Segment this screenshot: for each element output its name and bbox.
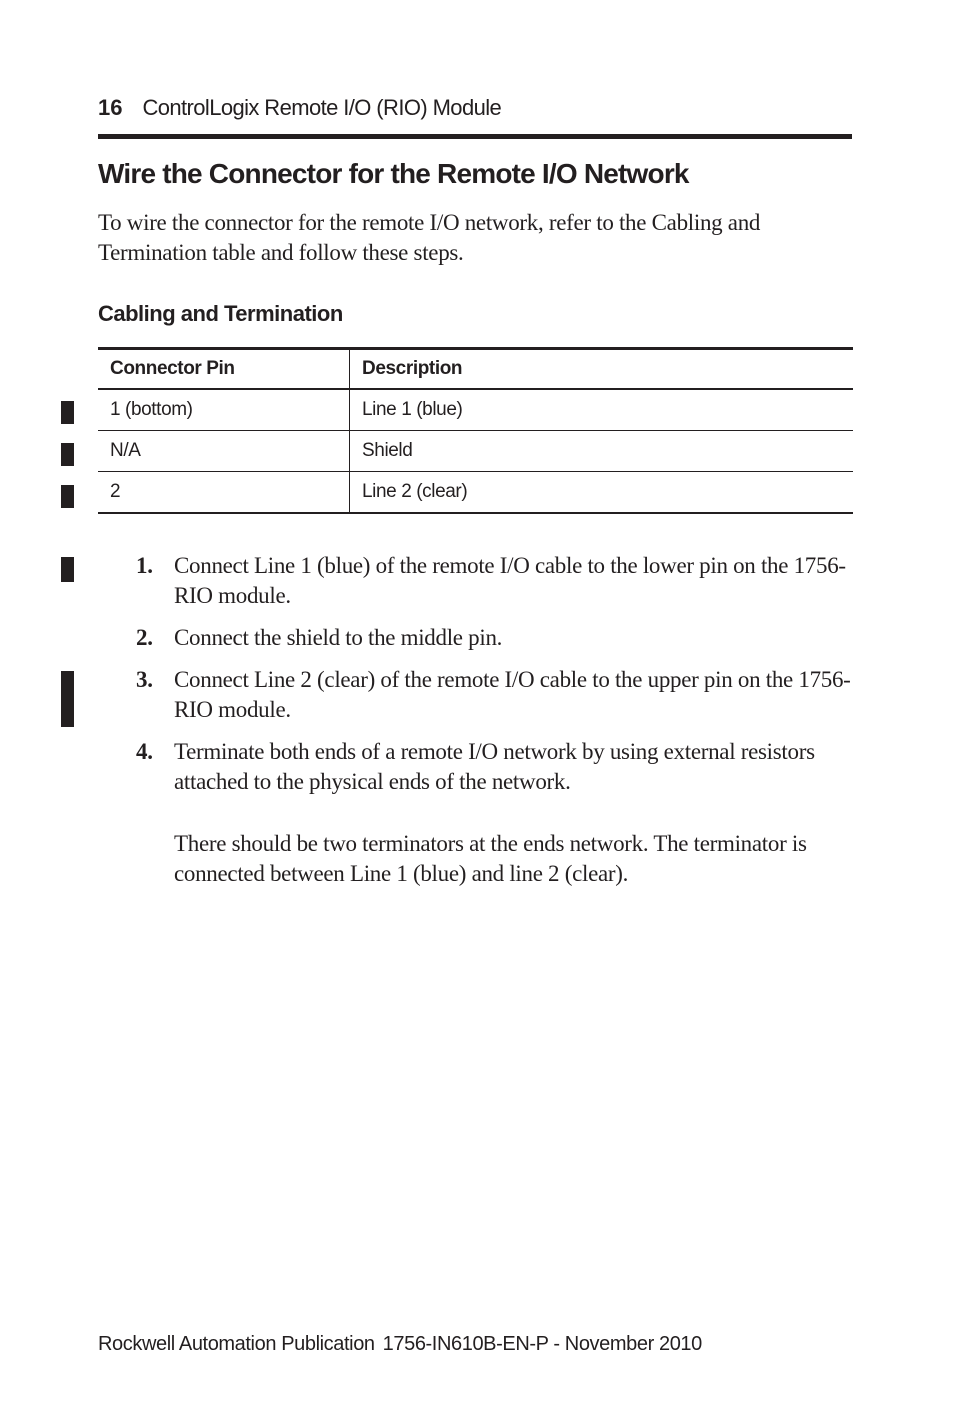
- table-row: [98, 472, 853, 514]
- intro-paragraph: To wire the connector for the remote I/O network, refer to the Cabling and Termination table and follow these steps.: [98, 210, 761, 265]
- table-row: [98, 389, 853, 431]
- steps-list: [98, 551, 858, 901]
- cell-connector-pin: 2: [98, 472, 350, 514]
- table-row: [98, 431, 853, 472]
- change-bar: [61, 485, 74, 508]
- step-text: Connect Line 2 (clear) of the remote I/O cable to the upper pin on the 1756-RIO module.: [174, 667, 851, 722]
- cell-description: Line 1 (blue): [350, 389, 854, 431]
- list-item: [98, 623, 858, 653]
- step-number: 4.: [136, 739, 153, 764]
- change-bar: [61, 443, 74, 466]
- document-title: ControlLogix Remote I/O (RIO) Module: [142, 95, 502, 120]
- table-header-row: [98, 349, 853, 390]
- change-bar: [61, 557, 74, 582]
- page-footer: [98, 1331, 702, 1357]
- cell-description: Line 2 (clear): [350, 472, 854, 514]
- step-number: 3.: [136, 667, 153, 692]
- change-bar: [61, 401, 74, 424]
- change-bar: [61, 671, 74, 727]
- step-text: Terminate both ends of a remote I/O network by using external resistors attached to the physical ends of the network.: [174, 739, 815, 794]
- list-item: [98, 551, 858, 611]
- section-title: Wire the Connector for the Remote I/O Network: [98, 158, 689, 189]
- cell-connector-pin: N/A: [98, 431, 350, 472]
- step-text: Connect the shield to the middle pin.: [174, 625, 503, 650]
- column-header-description: Description: [362, 358, 463, 379]
- cabling-table: [98, 347, 853, 514]
- step-number: 1.: [136, 553, 153, 578]
- header-rule: [98, 134, 852, 139]
- step-number: 2.: [136, 625, 153, 650]
- list-item: [98, 737, 858, 889]
- step-note: There should be two terminators at the ends network. The terminator is connected between Line 1 (blue) and line 2 (clear).: [174, 831, 807, 886]
- list-item: [98, 665, 858, 725]
- cell-description: Shield: [350, 431, 854, 472]
- footer-publisher: Rockwell Automation Publication: [98, 1333, 375, 1355]
- cell-connector-pin: 1 (bottom): [98, 389, 350, 431]
- running-header: [98, 94, 501, 122]
- step-text: Connect Line 1 (blue) of the remote I/O cable to the lower pin on the 1756-RIO module.: [174, 553, 846, 608]
- footer-publication: 1756-IN610B-EN-P - November 2010: [382, 1333, 702, 1355]
- table-caption: Cabling and Termination: [98, 301, 343, 326]
- column-header-connector-pin: Connector Pin: [98, 349, 350, 390]
- page-number: 16: [98, 95, 123, 120]
